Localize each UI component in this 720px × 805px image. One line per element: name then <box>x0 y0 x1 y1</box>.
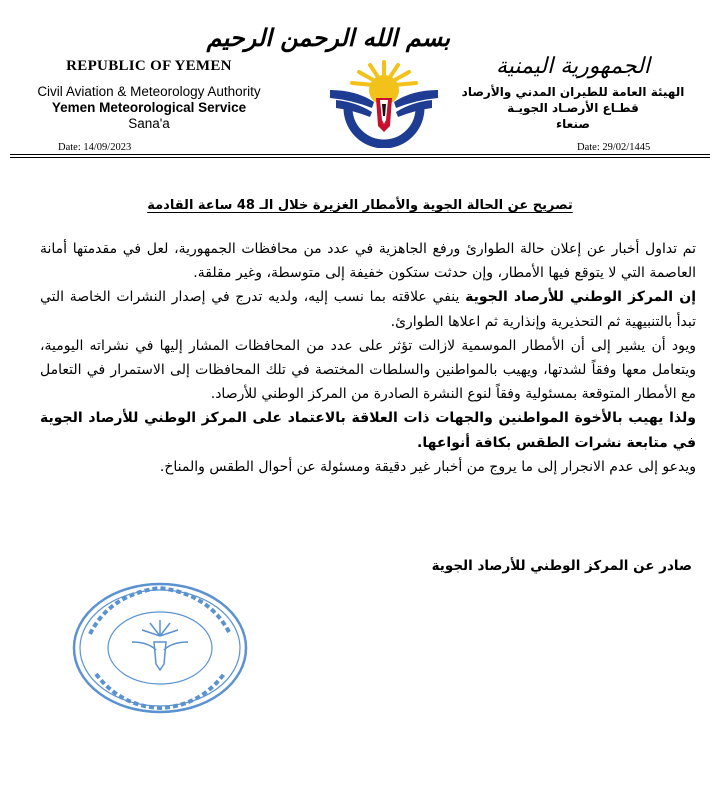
header-left-block <box>24 58 274 131</box>
authority-ar: الهيئة العامة للطيران المدني والأرصاد <box>461 85 685 99</box>
paragraph-2-text: ينفي علاقته بما نسب إليه، ولديه تدرج في إصدار النشرات الخاصة التي تبدأ بالتنبيهية ثم التحذيرية وإنذارية ثم اعلاها الطوارئ. <box>40 289 696 330</box>
statement-title <box>120 198 600 213</box>
statement-body <box>40 237 696 479</box>
authority-en: Civil Aviation & Meteorology Authority <box>37 84 261 99</box>
issued-by: صادر عن المركز الوطني للأرصاد الجوية <box>431 558 692 574</box>
city-ar: صنعاء <box>556 117 590 131</box>
republic-en: REPUBLIC OF YEMEN <box>66 58 232 74</box>
city-en: Sana'a <box>128 116 170 131</box>
statement-title-text: تصريح عن الحالة الجوية والأمطار الغزيرة خلال الـ 48 ساعة القادمة <box>147 198 573 213</box>
paragraph-1: تم تداول أخبار عن إعلان حالة الطوارئ ورفع الجاهزية في عدد من محافظات الجمهورية، لعل في مقدمتها أمانة العاصمة التي لا يتوقع فيها الأمطار، وإن حدثت ستكون خفيفة إلى متوسطة، وغير مقلقة. <box>40 241 696 282</box>
header-divider-thin <box>10 157 710 158</box>
service-en: Yemen Meteorological Service <box>51 100 247 115</box>
header-divider <box>10 154 710 155</box>
republic-ar: الجمهورية اليمنية <box>495 54 651 79</box>
paragraph-2 <box>40 285 696 333</box>
date-hijri: Date: 29/02/1445 <box>577 142 651 153</box>
header-right-block <box>448 54 698 131</box>
basmala: بسم الله الرحمن الرحيم <box>206 23 450 52</box>
paragraph-4: ولذا يهيب بالأخوة المواطنين والجهات ذات العلاقة بالاعتماد على المركز الوطني للأرصاد الجوية في متابعة نشرات الطقس بكافة أنواعها. <box>40 410 696 451</box>
emblem-icon <box>322 56 446 148</box>
paragraph-3: ويود أن يشير إلى أن الأمطار الموسمية لازالت تؤثر على عدد من المحافظات المشار إليها في نشراته اليومية، ويتعامل معها وفقاً لشدتها، ويهيب بالمواطنين والسلطات المختصة في تلك المحافظات إلى الاستمرار في التعامل مع الأمطار المتوقعة بمسئولية وفقاً لنوع النشرة الصادرة من المركز الوطني للأرصاد. <box>40 337 696 403</box>
sector-ar: قطـاع الأرصـاد الجويـة <box>507 101 639 115</box>
paragraph-2-lead: إن المركز الوطني للأرصاد الجوية <box>465 289 697 306</box>
official-stamp-icon <box>70 578 250 718</box>
paragraph-5: ويدعو إلى عدم الانجرار إلى ما يروج من أخبار غير دقيقة ومسئولة عن أحوال الطقس والمناخ. <box>159 458 696 475</box>
date-gregorian: Date: 14/09/2023 <box>58 142 132 153</box>
